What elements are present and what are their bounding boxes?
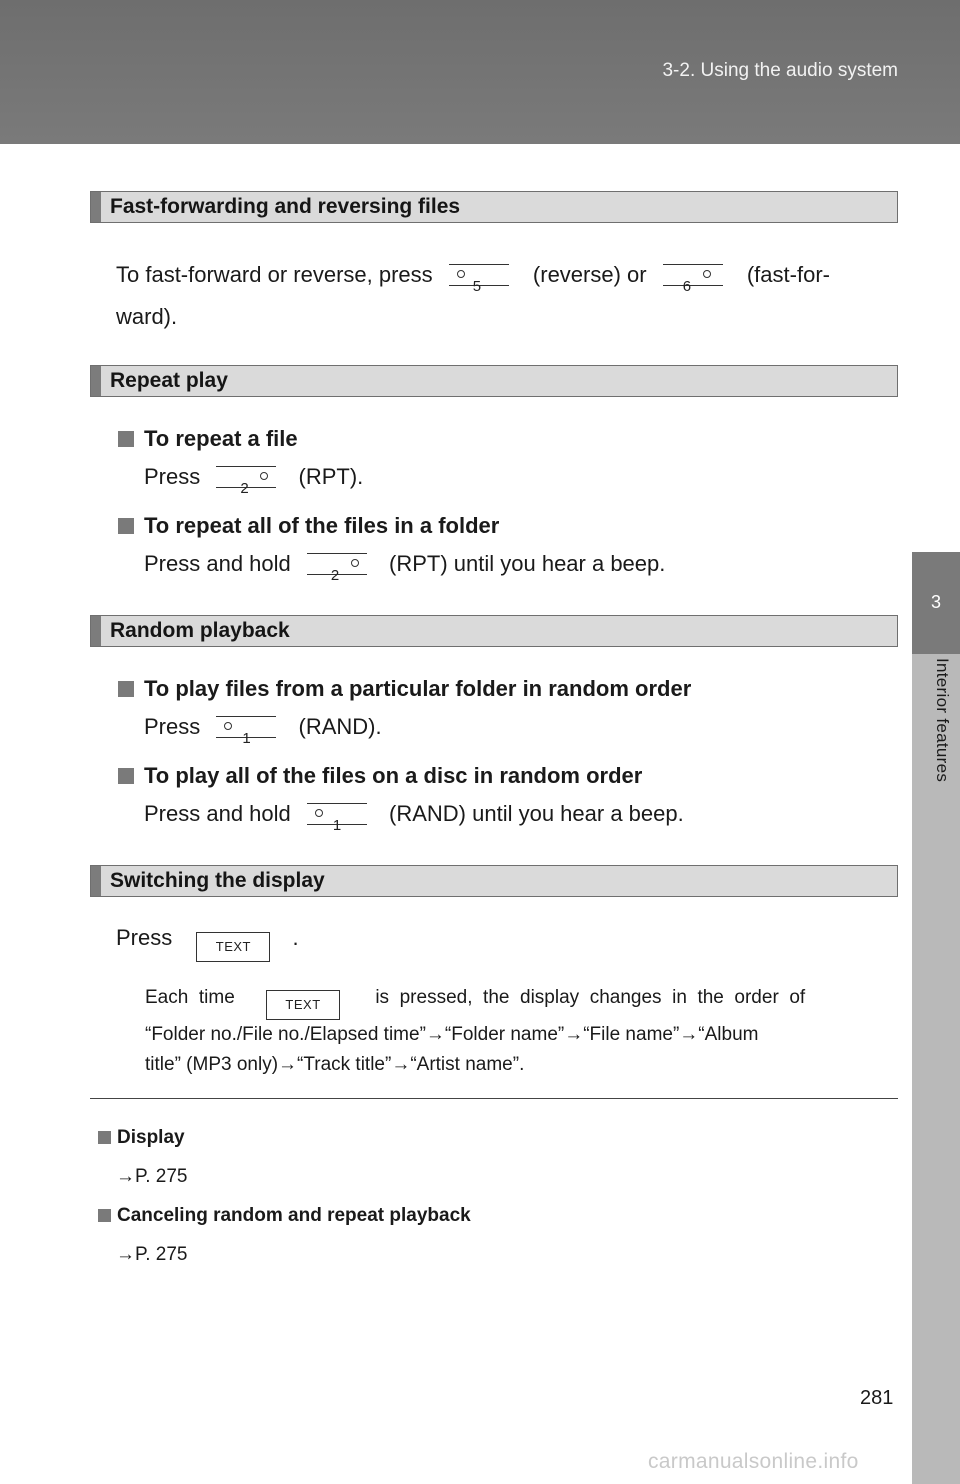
display-note-line: “Folder no./File no./Elapsed time”→“Folder name”→“File name”→“Album — [145, 1024, 759, 1045]
bullet-square-icon — [98, 1131, 111, 1144]
text: (RAND) until you hear a beep. — [389, 801, 684, 826]
bullet-square-icon — [118, 681, 134, 697]
text: Press — [116, 925, 173, 950]
text: To fast-forward or reverse, press — [116, 262, 433, 287]
heading-text: To repeat a file — [144, 426, 298, 451]
repeat-folder-heading — [118, 513, 499, 539]
watermark: carmanualsonline.info — [648, 1450, 859, 1473]
repeat-file-instruction — [144, 456, 363, 498]
text: Press and hold — [144, 801, 291, 826]
bullet-square-icon — [118, 431, 134, 447]
chapter-number: 3 — [930, 592, 941, 612]
chapter-tab — [912, 552, 960, 654]
text-button: TEXT — [196, 932, 270, 962]
section-title: Random playback — [110, 619, 290, 642]
text-button: TEXT — [266, 990, 340, 1020]
key-label: 1 — [332, 817, 342, 834]
section-header-random — [90, 615, 898, 647]
display-note-line — [145, 983, 895, 1020]
key-label: 2 — [240, 480, 249, 497]
heading-text: Display — [117, 1127, 185, 1148]
text: . — [292, 925, 299, 950]
tip-heading-canceling — [98, 1205, 471, 1227]
preset-1-button — [307, 803, 367, 834]
chapter-side-label: Interior features — [933, 658, 952, 783]
section-title: Switching the display — [110, 869, 325, 892]
indicator-dot-icon — [703, 270, 711, 278]
text: (RPT) until you hear a beep. — [389, 551, 666, 576]
preset-6-button — [663, 264, 723, 295]
divider — [90, 1098, 898, 1099]
bullet-square-icon — [118, 518, 134, 534]
display-note-line: title” (MP3 only)→“Track title”→“Artist name”. — [145, 1054, 525, 1075]
text: (RAND). — [298, 714, 382, 739]
section-header-fast-forward — [90, 191, 898, 223]
tip-heading-display — [98, 1127, 185, 1149]
text: (fast-for- — [746, 262, 830, 287]
text: Each time — [145, 987, 235, 1008]
page-reference[interactable]: →P. 275 — [116, 1166, 188, 1187]
heading-text: Canceling random and repeat playback — [117, 1205, 471, 1226]
repeat-folder-instruction — [144, 543, 665, 585]
indicator-dot-icon — [351, 559, 359, 567]
heading-text: To repeat all of the files in a folder — [144, 513, 500, 538]
preset-1-button — [216, 716, 276, 747]
key-label: 5 — [472, 278, 482, 295]
fast-forward-instruction — [116, 254, 830, 296]
heading-text: To play files from a particular folder in random order — [144, 676, 692, 701]
text: (reverse) or — [532, 262, 647, 287]
display-instruction — [116, 917, 299, 962]
text: (RPT). — [298, 464, 364, 489]
page-header — [0, 0, 960, 144]
indicator-dot-icon — [224, 722, 232, 730]
text: is pressed, the display changes in the order of — [375, 987, 806, 1008]
page-number: 281 — [860, 1387, 894, 1409]
preset-2-button — [216, 466, 276, 497]
section-header-display — [90, 865, 898, 897]
bullet-square-icon — [118, 768, 134, 784]
preset-5-button — [449, 264, 509, 295]
chapter-title: 3-2. Using the audio system — [662, 60, 898, 81]
display-note — [145, 983, 895, 1080]
section-title: Repeat play — [110, 369, 228, 392]
fast-forward-instruction-cont: ward). — [116, 304, 178, 329]
preset-2-button — [307, 553, 367, 584]
random-disc-instruction — [144, 793, 684, 835]
section-title: Fast-forwarding and reversing files — [110, 195, 461, 218]
text: Press — [144, 714, 201, 739]
text: Press — [144, 464, 201, 489]
key-label: 6 — [682, 278, 692, 295]
section-header-repeat — [90, 365, 898, 397]
key-label: 1 — [242, 730, 251, 747]
text: Press and hold — [144, 551, 291, 576]
bullet-square-icon — [98, 1209, 111, 1222]
heading-text: To play all of the files on a disc in random order — [144, 763, 643, 788]
indicator-dot-icon — [315, 809, 323, 817]
random-disc-heading — [118, 763, 642, 789]
random-folder-heading — [118, 676, 691, 702]
repeat-file-heading — [118, 426, 298, 452]
random-folder-instruction — [144, 706, 382, 748]
indicator-dot-icon — [457, 270, 465, 278]
key-label: 2 — [330, 567, 340, 584]
indicator-dot-icon — [260, 472, 268, 480]
page-reference[interactable]: →P. 275 — [116, 1244, 188, 1265]
